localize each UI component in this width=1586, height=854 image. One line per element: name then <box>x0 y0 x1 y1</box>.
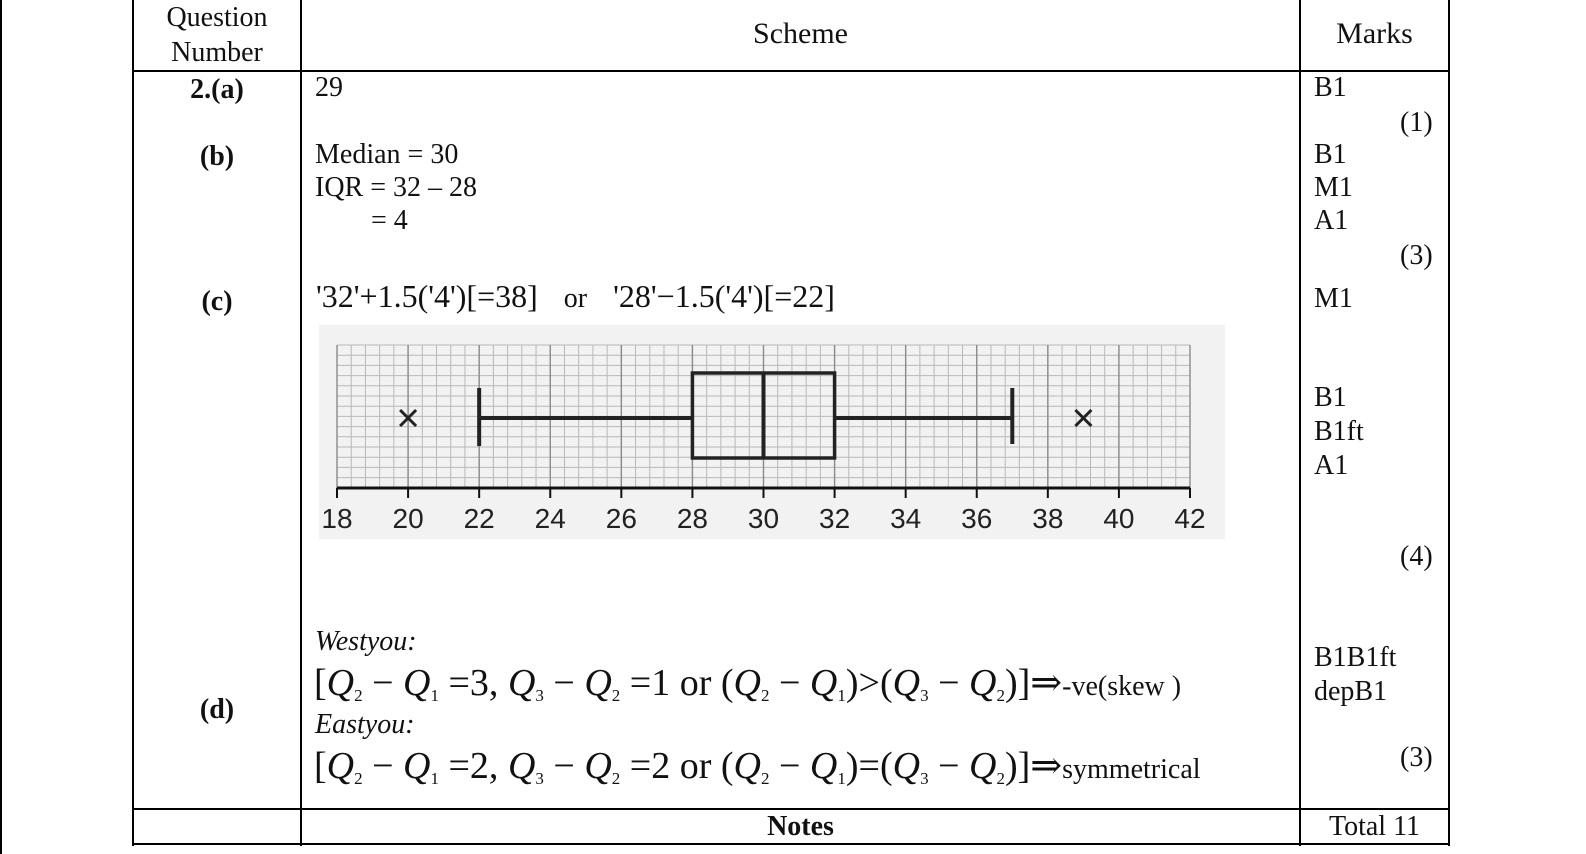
part-b-mark-3: A1 <box>1314 205 1349 236</box>
scheme-header: Scheme <box>753 17 848 50</box>
eastyou-relation: = <box>858 745 880 787</box>
part-c-mark-1: M1 <box>1314 283 1353 314</box>
westyou-or: or <box>679 662 712 704</box>
part-b-iqr-result: = 4 <box>371 205 408 236</box>
page-left-border <box>0 0 2 854</box>
x-axis-tick-label: 40 <box>1103 503 1135 534</box>
part-b-iqr: IQR = 32 – 28 <box>315 172 478 203</box>
notes-top-rule <box>132 808 1450 810</box>
eastyou-eq-2: =2 <box>629 745 671 787</box>
part-c-mark-2: B1 <box>1314 382 1347 413</box>
part-d-mark-1: B1B1ft <box>1314 642 1397 673</box>
part-c-formula-lower: '28'−1.5('4')[=22] <box>613 278 835 314</box>
part-a-answer: 29 <box>315 72 343 103</box>
eastyou-expression: [$Q_2 - Q_1 =2$, $Q_3 - Q_2 =2$ or $(Q_2 - Q_1)=(Q_3$ − $Q_2)]\Rightarrow symmetrical$ <box>314 745 1201 788</box>
scheme-left-border <box>300 0 302 846</box>
question-number-header-line-2: Number <box>171 37 263 68</box>
part-b-total: (3) <box>1400 240 1433 271</box>
part-b-median: Median = 30 <box>315 139 459 170</box>
part-c-total: (4) <box>1400 541 1433 572</box>
part-b-label: (b) <box>199 141 235 172</box>
box-plot-chart <box>319 325 1225 539</box>
westyou-result: -ve(skew ) <box>1062 671 1182 702</box>
x-axis-tick-label: 42 <box>1174 503 1206 534</box>
marks-left-border <box>1299 0 1301 846</box>
part-d-label: (d) <box>199 694 235 725</box>
part-b-mark-2: M1 <box>1314 172 1353 203</box>
total-marks: Total 11 <box>1328 811 1421 842</box>
marks-header: Marks <box>1336 17 1413 50</box>
table-right-border <box>1448 0 1450 846</box>
eastyou-eq-1: =2, <box>448 745 499 787</box>
part-c-formula-or: or <box>563 283 588 314</box>
x-axis-tick-label: 38 <box>1032 503 1064 534</box>
x-axis-tick-label: 18 <box>321 503 353 534</box>
x-axis-tick-label: 20 <box>392 503 424 534</box>
part-d-mark-2: depB1 <box>1314 676 1388 707</box>
part-a-mark: B1 <box>1314 72 1347 103</box>
part-a-total: (1) <box>1400 107 1433 138</box>
x-axis-tick-label: 26 <box>605 503 637 534</box>
x-axis-tick-label: 36 <box>961 503 993 534</box>
westyou-label: Westyou: <box>315 626 417 657</box>
x-axis-tick-label: 34 <box>890 503 922 534</box>
part-c-label: (c) <box>201 286 233 317</box>
x-axis-tick-label: 32 <box>819 503 851 534</box>
table-bottom-rule <box>132 843 1450 845</box>
question-number-header-line-1: Question <box>166 2 268 33</box>
part-b-mark-1: B1 <box>1314 139 1347 170</box>
part-c-mark-4: A1 <box>1314 450 1349 481</box>
part-c-formula-upper: '32'+1.5('4')[=38] <box>316 278 538 314</box>
x-axis-tick-label: 28 <box>676 503 708 534</box>
question-number-header <box>134 0 300 70</box>
part-c-mark-3: B1ft <box>1314 416 1364 447</box>
eastyou-or: or <box>679 745 712 787</box>
westyou-eq-2: =1 <box>629 662 671 704</box>
notes-heading: Notes <box>767 811 834 842</box>
westyou-expression: [$Q_2 - Q_1 =3$, $Q_3 - Q_2 =1$ or $(Q_2 - Q_1)>(Q_3$ − $Q_2)]\Rightarrow-ve(skew$ ) <box>314 662 1182 705</box>
westyou-relation: > <box>858 662 880 704</box>
westyou-eq-1: =3, <box>448 662 499 704</box>
eastyou-result: symmetrical <box>1062 754 1201 785</box>
eastyou-label: Eastyou: <box>315 709 415 740</box>
x-axis-tick-label: 22 <box>463 503 495 534</box>
part-a-label: 2.(a) <box>190 74 244 105</box>
x-axis-tick-label: 24 <box>534 503 566 534</box>
part-c-formula <box>316 278 835 315</box>
part-d-total: (3) <box>1400 742 1433 773</box>
x-axis-tick-label: 30 <box>747 503 780 534</box>
